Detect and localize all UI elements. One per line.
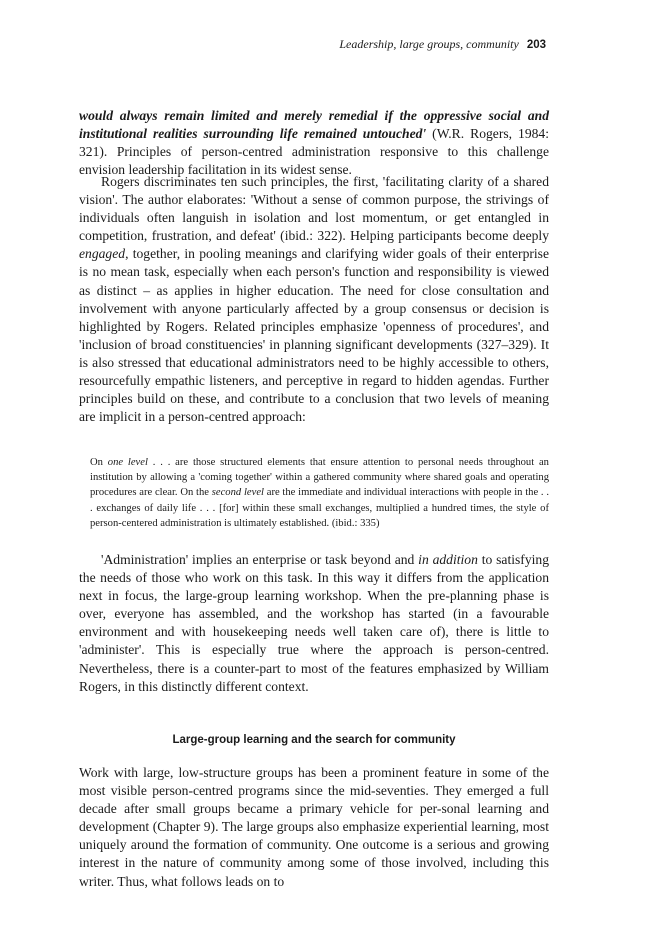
paragraph-administration xyxy=(79,551,549,696)
emphasis-text: engaged xyxy=(79,246,126,262)
paragraph-text: Work with large, low-structure groups has been a prominent feature in some of the most visible person-centred programs since the mid-seventies. They emerged a full decade after small groups became a primary vehicle for per-sonal learning and development (Chapter 9). The large groups also emphasize experiential learning, most uniquely around the formation of community. One outcome is a serious and growing interest in the nature of community among some of those involved, including this writer. Thus, what follows leads on to xyxy=(79,765,549,889)
quote-emphasis: second level xyxy=(211,487,264,499)
emphasis-text: in addition xyxy=(418,552,478,567)
italic-quote-lead: would always remain limited and merely remedial if the oppressive social and institutional realities surrounding life remained untouched' xyxy=(79,108,549,142)
block-quote xyxy=(90,455,549,531)
quote-text: . . . are those structured elements that ensure attention to personal needs throughout an institution by allowing a 'coming together' within a gathered community where shared goals and operating procedures are clear. On the xyxy=(90,457,549,499)
paragraph-large-groups xyxy=(79,764,549,891)
quote-text: On xyxy=(90,457,108,468)
page-number: 203 xyxy=(526,39,546,51)
paragraph-text: (W.R. Rogers, 1984: 321). Principles of person-centred administration responsive to this challenge envision leadership facilitation in its widest sense. xyxy=(79,126,549,178)
paragraph-text: 'Administration' implies an enterprise or task beyond and xyxy=(101,552,419,567)
paragraph-rogers-principles xyxy=(79,173,549,426)
quote-emphasis: one level xyxy=(107,457,148,468)
section-heading: Large-group learning and the search for community xyxy=(172,734,456,746)
paragraph-text: , together, in pooling meanings and clarifying wider goals of their enterprise is no mean task, especially when each person's function and responsibility is viewed as distinct – as applies in higher education. The need for close consultation and involvement with anyone particularly affected by a group consensus or decision is highlighted by Rogers. Related principles emphasize 'openness of procedures', and 'inclusion of broad constituencies' in planning significant developments (327–329). It is also stressed that educational administrators need to be highly accessible to others, resourcefully empathic listeners, and perceptive in regard to hidden agendas. Further principles build on these, and contribute to a conclusion that two levels of meaning are implicit in a person-centred approach: xyxy=(79,246,549,425)
running-head xyxy=(339,37,546,52)
paragraph-text: Rogers discriminates ten such principles, the first, 'facilitating clarity of a shared vision'. The author elaborates: 'Without a sense of common purpose, the strivings of individuals often languish in isolation and lost momentum, or get entangled in competition, frustration, and defeat' (ibid.: 322). Helping participants become deeply xyxy=(79,174,549,244)
paragraph-continued xyxy=(79,107,549,179)
running-title: Leadership, large groups, community xyxy=(339,37,519,51)
quote-text: are the immediate and individual interactions with people in the . . . exchanges of daily life . . . [for] within these small exchanges, multiplied a hundred times, the style of person-centered administration is ultimately established. (ibid.: 335) xyxy=(90,487,549,529)
paragraph-text: to satisfying the needs of those who work on this task. In this way it differs from the application next in focus, the large-group learning workshop. When the pre-planning phase is over, everyone has assembled, and the workshop has started (in a favourable environment and with housekeeping needs well taken care of), there is little to 'administer'. This is especially true where the approach is person-centred. Nevertheless, there is a counter-part to most of the features emphasized by William Rogers, in this distinctly different context. xyxy=(79,552,549,694)
